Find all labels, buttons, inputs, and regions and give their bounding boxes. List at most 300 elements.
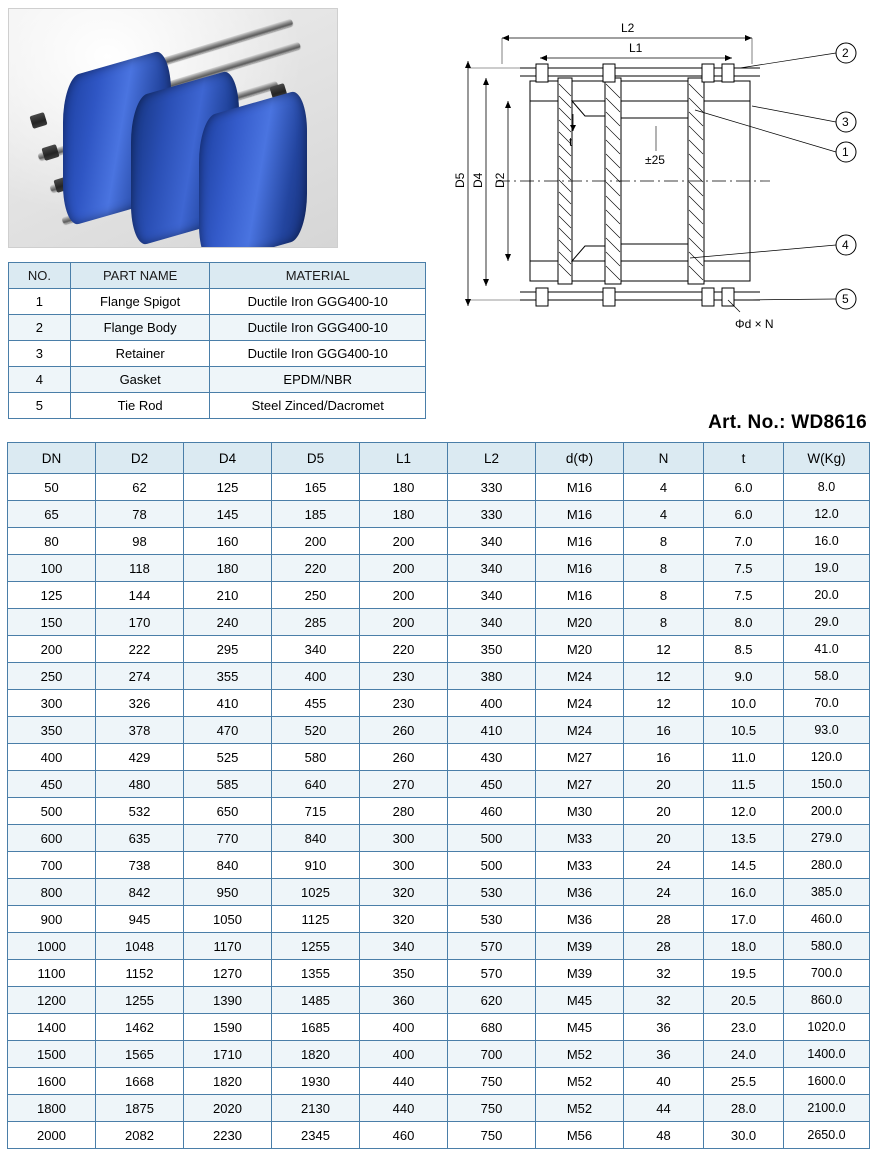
parts-header-material: MATERIAL <box>210 263 426 289</box>
table-row <box>8 960 870 987</box>
spec-cell-d4: 1390 <box>184 987 272 1014</box>
spec-cell-d4: 950 <box>184 879 272 906</box>
spec-cell-dn: 900 <box>8 906 96 933</box>
spec-cell-d5: 250 <box>272 582 360 609</box>
spec-cell-n: 24 <box>624 879 704 906</box>
spec-cell-l2: 340 <box>448 555 536 582</box>
spec-cell-dn: 500 <box>8 798 96 825</box>
spec-cell-l1: 440 <box>360 1095 448 1122</box>
part-no: 5 <box>9 393 71 419</box>
spec-cell-d5: 1355 <box>272 960 360 987</box>
table-row <box>8 879 870 906</box>
spec-cell-dn: 800 <box>8 879 96 906</box>
spec-cell-dn: 450 <box>8 771 96 798</box>
spec-cell-d4: 1170 <box>184 933 272 960</box>
spec-cell-n: 28 <box>624 906 704 933</box>
spec-cell-l2: 750 <box>448 1095 536 1122</box>
spec-cell-dn: 1500 <box>8 1041 96 1068</box>
dim-label-tolerance: ±25 <box>645 153 665 167</box>
spec-cell-l2: 750 <box>448 1122 536 1149</box>
spec-cell-l1: 300 <box>360 825 448 852</box>
spec-cell-w: 70.0 <box>784 690 870 717</box>
spec-cell-d2: 1565 <box>96 1041 184 1068</box>
spec-cell-d4: 525 <box>184 744 272 771</box>
spec-cell-t: 7.0 <box>704 528 784 555</box>
spec-cell-d5: 1930 <box>272 1068 360 1095</box>
table-row <box>8 1068 870 1095</box>
spec-cell-t: 12.0 <box>704 798 784 825</box>
spec-cell-d4: 1820 <box>184 1068 272 1095</box>
table-row <box>8 474 870 501</box>
spec-cell-dn: 1200 <box>8 987 96 1014</box>
spec-cell-n: 32 <box>624 987 704 1014</box>
spec-cell-d2: 1048 <box>96 933 184 960</box>
spec-cell-l1: 460 <box>360 1122 448 1149</box>
spec-cell-d2: 945 <box>96 906 184 933</box>
dim-label-hole: Φd × N <box>735 317 774 331</box>
spec-cell-l2: 400 <box>448 690 536 717</box>
spec-cell-t: 8.5 <box>704 636 784 663</box>
spec-cell-w: 19.0 <box>784 555 870 582</box>
spec-cell-d4: 650 <box>184 798 272 825</box>
callout-4: 4 <box>842 238 849 252</box>
spec-cell-dn: 700 <box>8 852 96 879</box>
spec-cell-w: 150.0 <box>784 771 870 798</box>
spec-cell-dn: 1000 <box>8 933 96 960</box>
spec-cell-w: 700.0 <box>784 960 870 987</box>
spec-cell-t: 14.5 <box>704 852 784 879</box>
spec-cell-n: 4 <box>624 474 704 501</box>
callout-2: 2 <box>842 46 849 60</box>
spec-header-d4: D4 <box>184 443 272 474</box>
spec-cell-t: 7.5 <box>704 582 784 609</box>
spec-cell-t: 13.5 <box>704 825 784 852</box>
spec-cell-w: 120.0 <box>784 744 870 771</box>
spec-cell-d: M20 <box>536 636 624 663</box>
spec-cell-n: 32 <box>624 960 704 987</box>
spec-cell-d5: 1485 <box>272 987 360 1014</box>
spec-cell-d: M39 <box>536 960 624 987</box>
spec-cell-d2: 738 <box>96 852 184 879</box>
spec-cell-d: M20 <box>536 609 624 636</box>
spec-cell-t: 6.0 <box>704 474 784 501</box>
part-material: EPDM/NBR <box>210 367 426 393</box>
spec-cell-d2: 78 <box>96 501 184 528</box>
spec-cell-dn: 1600 <box>8 1068 96 1095</box>
spec-cell-d2: 1255 <box>96 987 184 1014</box>
spec-cell-l1: 320 <box>360 906 448 933</box>
spec-cell-d4: 145 <box>184 501 272 528</box>
spec-cell-d: M24 <box>536 690 624 717</box>
spec-cell-t: 20.5 <box>704 987 784 1014</box>
spec-cell-d2: 1152 <box>96 960 184 987</box>
spec-cell-dn: 65 <box>8 501 96 528</box>
spec-cell-d: M24 <box>536 717 624 744</box>
spec-cell-d2: 62 <box>96 474 184 501</box>
spec-cell-l2: 570 <box>448 960 536 987</box>
part-material: Ductile Iron GGG400-10 <box>210 315 426 341</box>
spec-cell-d5: 2345 <box>272 1122 360 1149</box>
spec-cell-d4: 840 <box>184 852 272 879</box>
spec-cell-d2: 1668 <box>96 1068 184 1095</box>
spec-cell-w: 93.0 <box>784 717 870 744</box>
part-material: Steel Zinced/Dacromet <box>210 393 426 419</box>
spec-cell-t: 11.5 <box>704 771 784 798</box>
part-no: 2 <box>9 315 71 341</box>
spec-cell-l1: 270 <box>360 771 448 798</box>
spec-cell-d5: 520 <box>272 717 360 744</box>
spec-cell-d5: 580 <box>272 744 360 771</box>
spec-cell-d5: 840 <box>272 825 360 852</box>
spec-cell-n: 44 <box>624 1095 704 1122</box>
table-row <box>8 933 870 960</box>
spec-header-t: t <box>704 443 784 474</box>
spec-cell-w: 200.0 <box>784 798 870 825</box>
spec-cell-d4: 295 <box>184 636 272 663</box>
table-row <box>9 341 426 367</box>
spec-cell-dn: 125 <box>8 582 96 609</box>
spec-cell-d4: 1050 <box>184 906 272 933</box>
spec-cell-dn: 350 <box>8 717 96 744</box>
spec-cell-w: 2650.0 <box>784 1122 870 1149</box>
spec-cell-d5: 910 <box>272 852 360 879</box>
spec-cell-dn: 1100 <box>8 960 96 987</box>
part-no: 3 <box>9 341 71 367</box>
spec-cell-l1: 260 <box>360 717 448 744</box>
spec-cell-d2: 118 <box>96 555 184 582</box>
dim-label-l2: L2 <box>621 21 635 35</box>
spec-cell-l2: 410 <box>448 717 536 744</box>
spec-cell-t: 17.0 <box>704 906 784 933</box>
part-no: 4 <box>9 367 71 393</box>
table-row <box>8 636 870 663</box>
table-row <box>8 717 870 744</box>
spec-cell-l1: 400 <box>360 1041 448 1068</box>
spec-cell-d2: 144 <box>96 582 184 609</box>
spec-cell-t: 6.0 <box>704 501 784 528</box>
specification-table <box>7 442 870 1149</box>
part-name: Flange Body <box>70 315 210 341</box>
spec-cell-d5: 2130 <box>272 1095 360 1122</box>
spec-cell-d4: 180 <box>184 555 272 582</box>
spec-cell-l1: 220 <box>360 636 448 663</box>
spec-cell-n: 20 <box>624 771 704 798</box>
spec-cell-l1: 200 <box>360 555 448 582</box>
spec-header-w: W(Kg) <box>784 443 870 474</box>
table-row <box>8 1095 870 1122</box>
spec-cell-l1: 300 <box>360 852 448 879</box>
table-row <box>9 367 426 393</box>
spec-cell-n: 36 <box>624 1041 704 1068</box>
spec-cell-l2: 750 <box>448 1068 536 1095</box>
spec-cell-d: M45 <box>536 1014 624 1041</box>
spec-cell-dn: 200 <box>8 636 96 663</box>
spec-cell-t: 10.5 <box>704 717 784 744</box>
article-number: Art. No.: WD8616 <box>708 412 867 433</box>
spec-cell-n: 16 <box>624 717 704 744</box>
parts-legend-table <box>8 262 426 419</box>
spec-cell-w: 385.0 <box>784 879 870 906</box>
spec-cell-d5: 455 <box>272 690 360 717</box>
table-row <box>8 501 870 528</box>
spec-cell-w: 580.0 <box>784 933 870 960</box>
spec-cell-t: 18.0 <box>704 933 784 960</box>
spec-cell-t: 7.5 <box>704 555 784 582</box>
spec-cell-w: 16.0 <box>784 528 870 555</box>
spec-cell-d: M30 <box>536 798 624 825</box>
spec-cell-d5: 1820 <box>272 1041 360 1068</box>
spec-cell-d: M16 <box>536 582 624 609</box>
spec-cell-d5: 1025 <box>272 879 360 906</box>
callout-5: 5 <box>842 292 849 306</box>
technical-drawing <box>440 6 872 356</box>
spec-cell-d5: 185 <box>272 501 360 528</box>
spec-header-d5: D5 <box>272 443 360 474</box>
spec-cell-w: 280.0 <box>784 852 870 879</box>
spec-cell-d2: 1462 <box>96 1014 184 1041</box>
table-row <box>8 1122 870 1149</box>
spec-cell-dn: 1400 <box>8 1014 96 1041</box>
spec-cell-d2: 170 <box>96 609 184 636</box>
spec-cell-n: 36 <box>624 1014 704 1041</box>
spec-cell-w: 20.0 <box>784 582 870 609</box>
spec-cell-t: 9.0 <box>704 663 784 690</box>
dim-label-d5: D5 <box>453 172 467 188</box>
spec-cell-d4: 210 <box>184 582 272 609</box>
spec-cell-d5: 165 <box>272 474 360 501</box>
table-row <box>8 798 870 825</box>
spec-cell-dn: 250 <box>8 663 96 690</box>
spec-cell-d: M24 <box>536 663 624 690</box>
spec-cell-w: 1400.0 <box>784 1041 870 1068</box>
dim-label-d2: D2 <box>493 172 507 188</box>
spec-cell-d: M16 <box>536 501 624 528</box>
callout-3: 3 <box>842 115 849 129</box>
spec-cell-l2: 570 <box>448 933 536 960</box>
spec-cell-d5: 220 <box>272 555 360 582</box>
spec-cell-d: M33 <box>536 825 624 852</box>
spec-header-d: d(Φ) <box>536 443 624 474</box>
spec-cell-d2: 274 <box>96 663 184 690</box>
spec-cell-w: 1020.0 <box>784 1014 870 1041</box>
spec-cell-d5: 400 <box>272 663 360 690</box>
spec-cell-n: 20 <box>624 798 704 825</box>
spec-cell-d2: 222 <box>96 636 184 663</box>
spec-cell-l2: 340 <box>448 582 536 609</box>
spec-cell-d4: 1270 <box>184 960 272 987</box>
spec-cell-d4: 160 <box>184 528 272 555</box>
spec-cell-d: M45 <box>536 987 624 1014</box>
parts-header-name: PART NAME <box>70 263 210 289</box>
spec-cell-d: M16 <box>536 474 624 501</box>
table-row <box>8 555 870 582</box>
spec-cell-l1: 180 <box>360 474 448 501</box>
spec-cell-t: 16.0 <box>704 879 784 906</box>
spec-cell-n: 8 <box>624 609 704 636</box>
spec-cell-dn: 400 <box>8 744 96 771</box>
spec-cell-t: 10.0 <box>704 690 784 717</box>
spec-cell-l2: 380 <box>448 663 536 690</box>
table-row <box>9 315 426 341</box>
spec-cell-w: 2100.0 <box>784 1095 870 1122</box>
spec-cell-l1: 320 <box>360 879 448 906</box>
spec-cell-d2: 2082 <box>96 1122 184 1149</box>
spec-cell-l1: 180 <box>360 501 448 528</box>
spec-cell-t: 8.0 <box>704 609 784 636</box>
spec-cell-d: M52 <box>536 1041 624 1068</box>
spec-cell-n: 12 <box>624 636 704 663</box>
spec-cell-l2: 450 <box>448 771 536 798</box>
spec-cell-l1: 260 <box>360 744 448 771</box>
spec-cell-n: 24 <box>624 852 704 879</box>
part-material: Ductile Iron GGG400-10 <box>210 341 426 367</box>
table-row <box>9 393 426 419</box>
spec-cell-l2: 340 <box>448 609 536 636</box>
spec-cell-t: 11.0 <box>704 744 784 771</box>
spec-cell-l2: 620 <box>448 987 536 1014</box>
spec-header-d2: D2 <box>96 443 184 474</box>
spec-cell-t: 30.0 <box>704 1122 784 1149</box>
spec-header-l1: L1 <box>360 443 448 474</box>
spec-cell-l2: 680 <box>448 1014 536 1041</box>
spec-cell-w: 279.0 <box>784 825 870 852</box>
spec-cell-d5: 340 <box>272 636 360 663</box>
spec-cell-n: 4 <box>624 501 704 528</box>
spec-cell-dn: 1800 <box>8 1095 96 1122</box>
table-row <box>8 1014 870 1041</box>
spec-cell-l2: 460 <box>448 798 536 825</box>
spec-cell-l2: 700 <box>448 1041 536 1068</box>
spec-cell-n: 48 <box>624 1122 704 1149</box>
spec-cell-w: 29.0 <box>784 609 870 636</box>
table-row <box>8 906 870 933</box>
spec-cell-l2: 500 <box>448 825 536 852</box>
spec-header-l2: L2 <box>448 443 536 474</box>
spec-cell-d: M56 <box>536 1122 624 1149</box>
spec-cell-w: 460.0 <box>784 906 870 933</box>
table-row <box>8 771 870 798</box>
spec-cell-l1: 280 <box>360 798 448 825</box>
spec-cell-l1: 440 <box>360 1068 448 1095</box>
spec-cell-d: M52 <box>536 1068 624 1095</box>
spec-cell-dn: 300 <box>8 690 96 717</box>
spec-cell-d: M16 <box>536 528 624 555</box>
spec-cell-d2: 532 <box>96 798 184 825</box>
spec-cell-w: 58.0 <box>784 663 870 690</box>
dim-label-t: t <box>569 135 573 149</box>
spec-cell-dn: 600 <box>8 825 96 852</box>
spec-cell-n: 20 <box>624 825 704 852</box>
spec-cell-l2: 350 <box>448 636 536 663</box>
table-row <box>8 987 870 1014</box>
spec-cell-d4: 470 <box>184 717 272 744</box>
spec-header-n: N <box>624 443 704 474</box>
spec-cell-d4: 125 <box>184 474 272 501</box>
spec-cell-dn: 50 <box>8 474 96 501</box>
spec-cell-d4: 2020 <box>184 1095 272 1122</box>
spec-cell-l2: 330 <box>448 501 536 528</box>
parts-header-no: NO. <box>9 263 71 289</box>
spec-cell-d2: 480 <box>96 771 184 798</box>
spec-header-row <box>8 443 870 474</box>
spec-cell-d: M39 <box>536 933 624 960</box>
spec-cell-d5: 715 <box>272 798 360 825</box>
spec-cell-d4: 585 <box>184 771 272 798</box>
spec-cell-w: 41.0 <box>784 636 870 663</box>
spec-cell-d4: 240 <box>184 609 272 636</box>
table-row <box>9 289 426 315</box>
spec-cell-t: 24.0 <box>704 1041 784 1068</box>
part-no: 1 <box>9 289 71 315</box>
spec-cell-t: 23.0 <box>704 1014 784 1041</box>
spec-cell-d: M36 <box>536 906 624 933</box>
spec-cell-n: 8 <box>624 582 704 609</box>
spec-cell-l1: 230 <box>360 663 448 690</box>
spec-cell-w: 8.0 <box>784 474 870 501</box>
spec-cell-d4: 355 <box>184 663 272 690</box>
table-row <box>8 1041 870 1068</box>
product-photo <box>8 8 338 248</box>
spec-cell-d4: 1710 <box>184 1041 272 1068</box>
spec-cell-dn: 2000 <box>8 1122 96 1149</box>
spec-cell-dn: 80 <box>8 528 96 555</box>
spec-cell-w: 1600.0 <box>784 1068 870 1095</box>
spec-cell-n: 8 <box>624 528 704 555</box>
table-row <box>8 852 870 879</box>
spec-cell-d2: 98 <box>96 528 184 555</box>
spec-cell-l1: 340 <box>360 933 448 960</box>
part-material: Ductile Iron GGG400-10 <box>210 289 426 315</box>
spec-cell-l1: 350 <box>360 960 448 987</box>
spec-cell-n: 16 <box>624 744 704 771</box>
table-row <box>8 825 870 852</box>
spec-cell-dn: 100 <box>8 555 96 582</box>
spec-header-dn: DN <box>8 443 96 474</box>
spec-cell-l2: 530 <box>448 879 536 906</box>
spec-cell-n: 28 <box>624 933 704 960</box>
spec-cell-d: M36 <box>536 879 624 906</box>
table-row <box>8 528 870 555</box>
spec-cell-dn: 150 <box>8 609 96 636</box>
spec-cell-n: 8 <box>624 555 704 582</box>
spec-cell-d: M52 <box>536 1095 624 1122</box>
spec-cell-t: 19.5 <box>704 960 784 987</box>
dim-label-l1: L1 <box>629 41 643 55</box>
spec-cell-n: 12 <box>624 663 704 690</box>
spec-cell-w: 12.0 <box>784 501 870 528</box>
spec-cell-w: 860.0 <box>784 987 870 1014</box>
spec-cell-n: 12 <box>624 690 704 717</box>
spec-cell-l2: 330 <box>448 474 536 501</box>
dim-label-d4: D4 <box>471 172 485 188</box>
table-row <box>8 744 870 771</box>
spec-cell-l2: 340 <box>448 528 536 555</box>
spec-cell-l2: 530 <box>448 906 536 933</box>
spec-cell-t: 28.0 <box>704 1095 784 1122</box>
spec-cell-l2: 500 <box>448 852 536 879</box>
part-name: Gasket <box>70 367 210 393</box>
spec-cell-d2: 635 <box>96 825 184 852</box>
spec-cell-d: M16 <box>536 555 624 582</box>
spec-cell-d4: 770 <box>184 825 272 852</box>
table-row <box>8 582 870 609</box>
spec-cell-l1: 230 <box>360 690 448 717</box>
spec-cell-l1: 200 <box>360 609 448 636</box>
spec-cell-d5: 1125 <box>272 906 360 933</box>
callout-1: 1 <box>842 145 849 159</box>
spec-cell-n: 40 <box>624 1068 704 1095</box>
spec-cell-d4: 1590 <box>184 1014 272 1041</box>
